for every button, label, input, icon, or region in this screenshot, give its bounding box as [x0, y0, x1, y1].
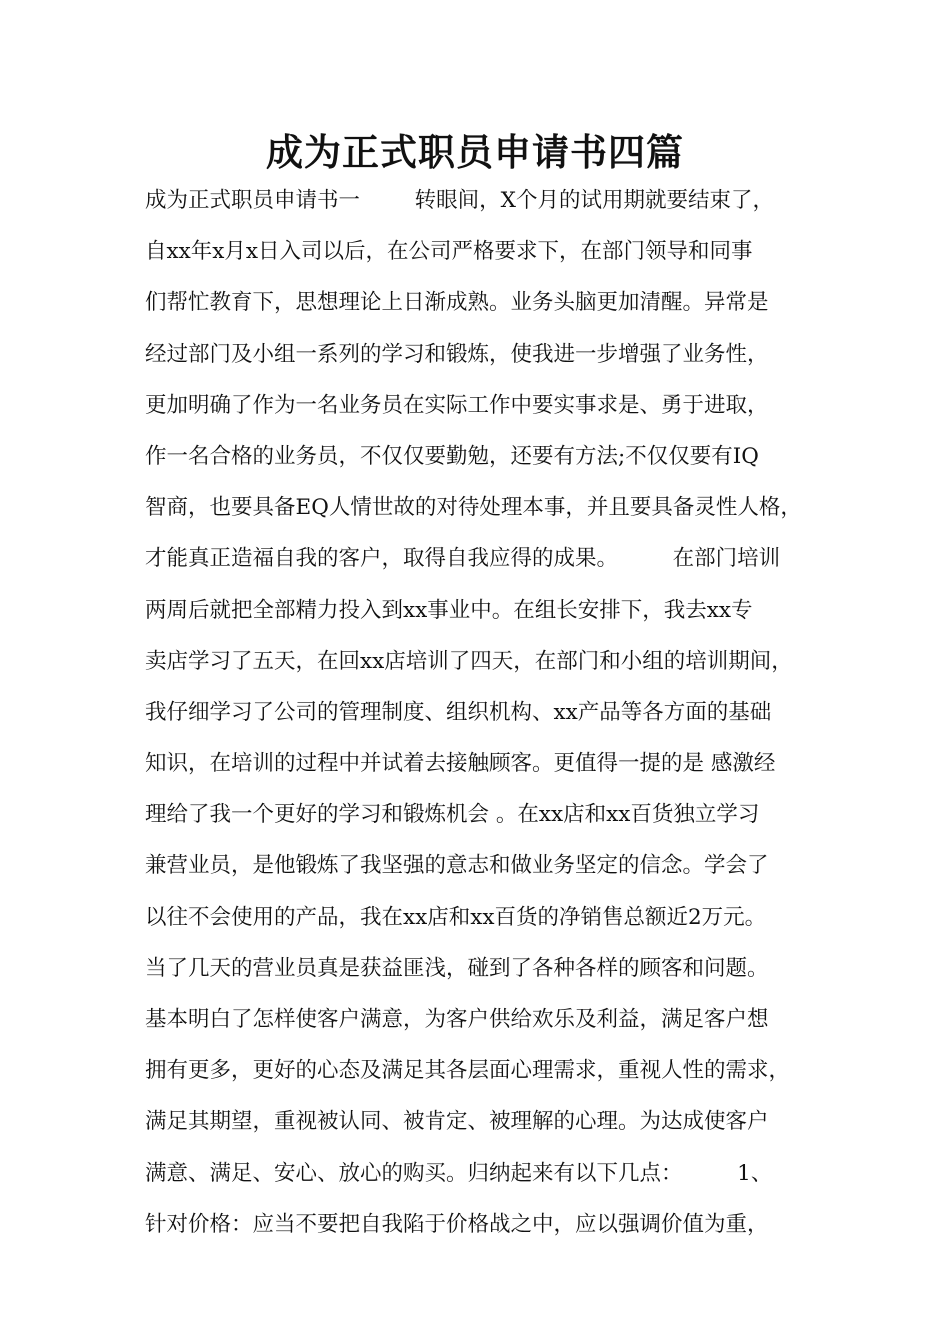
body-line: 针对价格：应当不要把自我陷于价格战之中，应以强调价值为重， — [145, 1211, 769, 1237]
body-line: 满足其期望，重视被认同、被肯定、被理解的心理。为达成使客户 — [145, 1109, 769, 1135]
body-line: 成为正式职员申请书一 转眼间，X个月的试用期就要结束了， — [145, 188, 774, 213]
body-line: 智商，也要具备EQ人情世故的对待处理本事，并且要具备灵性人格， — [145, 495, 802, 521]
body-line: 满意、满足、安心、放心的购买。归纳起来有以下几点： 1、 — [145, 1160, 773, 1186]
body-line: 经过部门及小组一系列的学习和锻炼，使我进一步增强了业务性， — [145, 341, 769, 367]
body-line: 两周后就把全部精力投入到xx事业中。在组长安排下，我去xx专 — [145, 597, 753, 623]
body-line: 才能真正造福自我的客户，取得自我应得的成果。 在部门培训 — [145, 546, 781, 572]
document-title: 成为正式职员申请书四篇 — [266, 131, 684, 174]
body-line: 拥有更多，更好的心态及满足其各层面心理需求，重视人性的需求， — [145, 1058, 791, 1084]
document-body — [145, 183, 835, 1258]
body-line: 自xx年x月x日入司以后，在公司严格要求下，在部门领导和同事 — [145, 239, 753, 265]
body-line: 作一名合格的业务员，不仅仅要勤勉，还要有方法;不仅仅要有IQ — [145, 443, 759, 469]
body-line: 知识，在培训的过程中并试着去接触顾客。更值得一提的是 感激经 — [145, 751, 776, 777]
body-line: 基本明白了怎样使客户满意，为客户供给欢乐及利益，满足客户想 — [145, 1007, 769, 1032]
body-line: 们帮忙教育下，思想理论上日渐成熟。业务头脑更加清醒。异常是 — [145, 290, 769, 316]
body-line: 兼营业员，是他锻炼了我坚强的意志和做业务坚定的信念。学会了 — [145, 853, 769, 879]
body-line: 当了几天的营业员真是获益匪浅，碰到了各种各样的顾客和问题。 — [145, 955, 769, 981]
body-line: 理给了我一个更好的学习和锻炼机会 。在xx店和xx百货独立学习 — [145, 802, 760, 828]
body-line: 以往不会使用的产品，我在xx店和xx百货的净销售总额近2万元。 — [145, 904, 767, 930]
body-line: 更加明确了作为一名业务员在实际工作中要实事求是、勇于进取， — [145, 392, 769, 418]
body-line: 我仔细学习了公司的管理制度、组织机构、xx产品等各方面的基础 — [145, 699, 772, 725]
body-line: 卖店学习了五天，在回xx店培训了四天，在部门和小组的培训期间， — [145, 648, 793, 674]
